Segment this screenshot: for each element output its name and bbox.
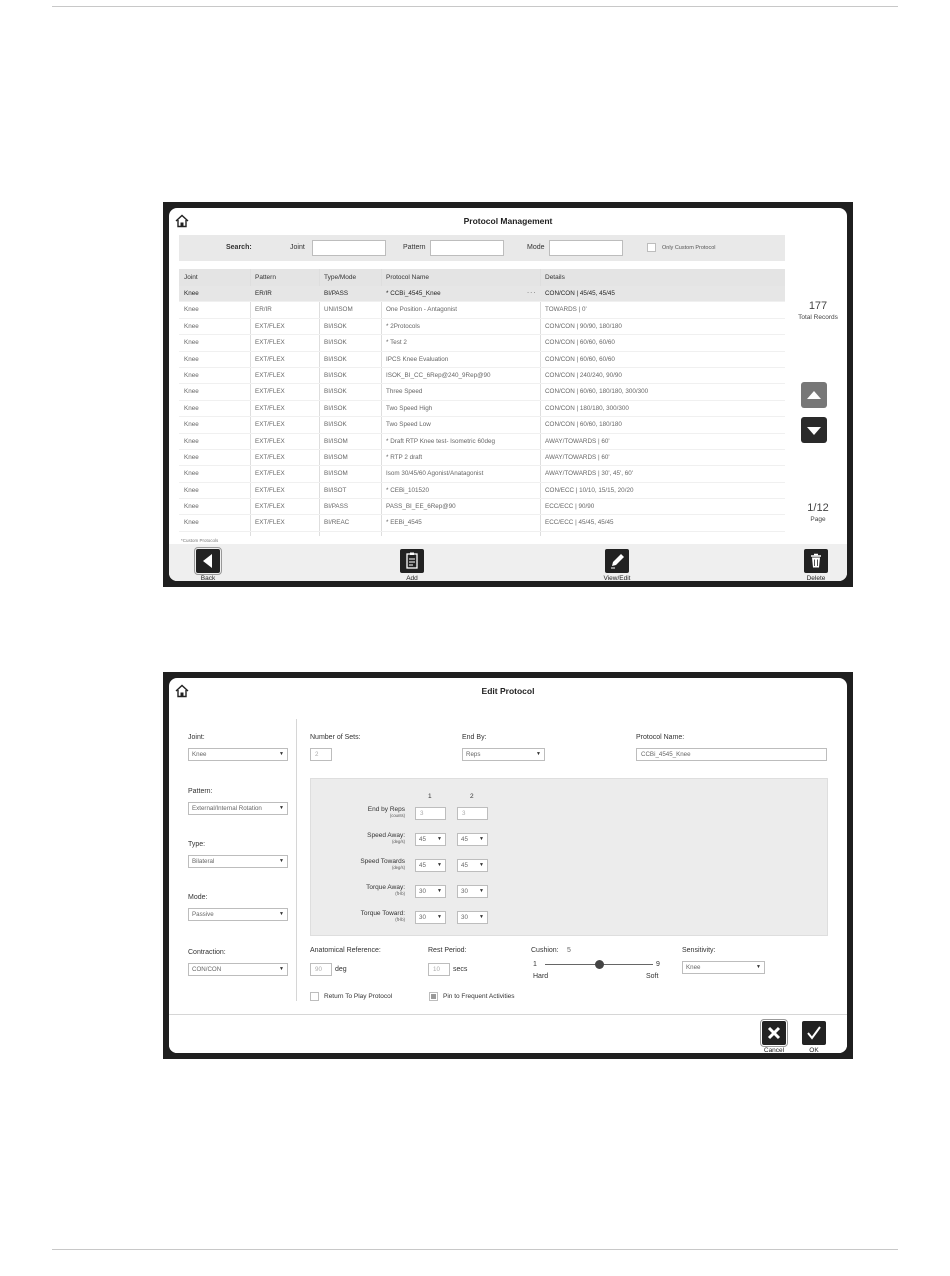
cell-details: CON/CON | 45/45, 45/45 xyxy=(545,290,615,297)
table-row[interactable] xyxy=(179,417,785,433)
cushion-label: Cushion: xyxy=(531,947,559,954)
cell-joint: Knee xyxy=(184,503,199,511)
bottom-toolbar xyxy=(169,1014,847,1053)
torque-toward-set2-value: 30 xyxy=(461,914,468,921)
table-row[interactable] xyxy=(179,335,785,351)
cell-details: ECC/ECC | 45/45, 45/45 xyxy=(545,519,614,527)
page-title: Edit Protocol xyxy=(481,686,535,696)
sensitivity-select[interactable] xyxy=(682,961,765,974)
torque-away-text: Torque Away: xyxy=(366,884,405,891)
cushion-min-label: Hard xyxy=(533,973,549,980)
table-row[interactable] xyxy=(179,384,785,400)
cell-details: CON/CON | 60/60, 60/60 xyxy=(545,339,615,347)
speed-away-set2-select[interactable] xyxy=(457,833,488,846)
sets-input[interactable]: 2 xyxy=(310,748,332,761)
cell-type-mode: BI/ISOK xyxy=(324,388,347,396)
only-custom-label: Only Custom Protocol xyxy=(662,245,716,251)
cell-type-mode: BI/ISOK xyxy=(324,371,347,379)
only-custom-checkbox[interactable] xyxy=(647,243,656,252)
cell-type-mode: BI/PASS xyxy=(324,503,349,511)
cell-details: AWAY/TOWARDS | 60' xyxy=(545,437,610,445)
cell-pattern: EXT/FLEX xyxy=(255,453,285,461)
type-label: Type: xyxy=(188,841,206,848)
cell-protocol-name: Two Speed High xyxy=(386,404,433,412)
total-records-label: Total Records xyxy=(798,314,838,321)
cell-type-mode: BI/ISOM xyxy=(324,453,348,461)
torque-away-unit: (ft-lb) xyxy=(395,891,405,896)
cell-joint: Knee xyxy=(184,453,199,461)
end-by-select[interactable] xyxy=(462,748,545,761)
caret-down-icon: ▼ xyxy=(479,862,484,868)
end-by-reps-label xyxy=(368,806,405,818)
cell-pattern: EXT/FLEX xyxy=(255,437,285,445)
joint-value: Knee xyxy=(192,751,207,758)
mode-label: Mode: xyxy=(188,894,208,901)
table-row[interactable] xyxy=(179,515,785,531)
cell-type-mode: BI/ISOT xyxy=(324,486,347,494)
joint-label: Joint: xyxy=(188,734,205,741)
cell-type-mode: BI/REAC xyxy=(324,519,350,527)
cell-joint: Knee xyxy=(184,355,199,363)
cell-joint: Knee xyxy=(184,437,199,445)
scroll-down-button[interactable] xyxy=(801,417,827,443)
speed-towards-set1-value: 45 xyxy=(419,862,426,869)
cell-pattern: ER/IR xyxy=(255,306,272,314)
cell-pattern: ER/IR xyxy=(255,290,272,297)
caret-down-icon: ▼ xyxy=(437,914,442,920)
caret-down-icon: ▼ xyxy=(437,888,442,894)
col-type-mode[interactable]: Type/Mode xyxy=(324,274,357,281)
cell-details: CON/CON | 60/60, 180/180 xyxy=(545,421,622,429)
caret-down-icon: ▼ xyxy=(479,888,484,894)
cell-type-mode: BI/ISOK xyxy=(324,355,347,363)
caret-down-icon: ▼ xyxy=(279,805,284,811)
table-row[interactable] xyxy=(179,319,785,335)
cell-pattern: EXT/FLEX xyxy=(255,322,285,330)
cell-details: CON/CON | 90/90, 180/180 xyxy=(545,322,622,330)
triangle-down-icon xyxy=(801,417,827,443)
triangle-up-icon xyxy=(801,382,827,408)
sensitivity-value: Knee xyxy=(686,964,701,971)
end-by-label: End By: xyxy=(462,734,487,741)
cancel-button[interactable] xyxy=(761,1021,787,1053)
page-label: Page xyxy=(810,516,826,523)
cell-protocol-name: Two Speed Low xyxy=(386,421,431,429)
cell-protocol-name: One Position - Antagonist xyxy=(386,306,458,314)
pattern-value: External/Internal Rotation xyxy=(192,805,262,812)
cell-joint: Knee xyxy=(184,421,199,429)
cell-pattern: EXT/FLEX xyxy=(255,355,285,363)
torque-toward-unit: (ft-lb) xyxy=(395,917,405,922)
search-bar xyxy=(179,235,785,261)
cell-type-mode: BI/ISOM xyxy=(324,470,348,478)
cell-joint: Knee xyxy=(184,519,199,527)
speed-away-set2-value: 45 xyxy=(461,836,468,843)
type-value: Bilateral xyxy=(192,858,215,865)
cell-protocol-name: ISOK_BI_CC_6Rep@240_9Rep@90 xyxy=(386,371,491,379)
col-protocol-name[interactable]: Protocol Name xyxy=(386,274,429,281)
col-joint[interactable]: Joint xyxy=(184,274,198,281)
set-2-header: 2 xyxy=(470,793,474,800)
protocol-name-input[interactable]: CCBi_4545_Knee xyxy=(636,748,827,761)
speed-away-set1-select[interactable] xyxy=(415,833,446,846)
cushion-max-label: Soft xyxy=(646,973,659,980)
cell-protocol-name: * EEBi_4545 xyxy=(386,519,422,527)
torque-away-label xyxy=(366,884,405,896)
cell-protocol-name: IPCS Knee Evaluation xyxy=(386,355,449,363)
end-by-reps-text: End by Reps xyxy=(367,806,405,813)
cell-type-mode: BI/ISOM xyxy=(324,437,348,445)
cell-joint: Knee xyxy=(184,339,199,347)
speed-towards-unit: (deg/s) xyxy=(391,865,405,870)
pattern-label: Pattern: xyxy=(188,788,213,795)
mode-select[interactable] xyxy=(188,908,288,921)
caret-down-icon: ▼ xyxy=(279,911,284,917)
type-select[interactable] xyxy=(188,855,288,868)
caret-down-icon: ▼ xyxy=(279,966,284,972)
cell-details: CON/CON | 180/180, 300/300 xyxy=(545,404,629,412)
table-header xyxy=(179,269,785,286)
edit-protocol-screen xyxy=(163,672,853,1059)
view-edit-label: View/Edit xyxy=(603,575,631,581)
cell-type-mode: BI/ISOK xyxy=(324,404,347,412)
caret-down-icon: ▼ xyxy=(536,751,541,757)
cell-type-mode: BI/ISOK xyxy=(324,339,347,347)
cell-pattern: EXT/FLEX xyxy=(255,519,285,527)
table-row[interactable] xyxy=(179,466,785,482)
table-row[interactable] xyxy=(179,286,785,302)
row-more-icon[interactable]: ··· xyxy=(527,289,537,296)
speed-away-unit: (deg/s) xyxy=(391,839,405,844)
cell-details: ECC/ECC | 90/90 xyxy=(545,503,595,511)
cushion-value: 5 xyxy=(567,947,571,954)
table-row[interactable] xyxy=(179,434,785,450)
contraction-select[interactable] xyxy=(188,963,288,976)
protocol-name-label: Protocol Name: xyxy=(636,734,685,741)
cell-pattern: EXT/FLEX xyxy=(255,404,285,412)
torque-away-set2-value: 30 xyxy=(461,888,468,895)
cell-pattern: EXT/FLEX xyxy=(255,371,285,379)
cell-pattern: EXT/FLEX xyxy=(255,503,285,511)
cell-pattern: EXT/FLEX xyxy=(255,470,285,478)
cell-pattern: EXT/FLEX xyxy=(255,339,285,347)
cell-type-mode: UNI/ISOM xyxy=(324,306,353,314)
speed-away-label xyxy=(367,832,405,844)
cushion-min: 1 xyxy=(533,961,537,968)
torque-toward-text: Torque Toward: xyxy=(360,910,405,917)
cell-joint: Knee xyxy=(184,290,199,297)
cell-protocol-name: Three Speed xyxy=(386,388,423,396)
add-label: Add xyxy=(406,575,418,581)
pattern-search-label: Pattern xyxy=(403,244,426,251)
page-indicator: 1/12 xyxy=(807,502,829,514)
cell-protocol-name: * Test 2 xyxy=(386,339,407,347)
cell-joint: Knee xyxy=(184,388,199,396)
cancel-label: Cancel xyxy=(763,1047,785,1053)
checkmark-icon xyxy=(802,1021,826,1045)
caret-down-icon: ▼ xyxy=(279,751,284,757)
torque-toward-set2-select[interactable] xyxy=(457,911,488,924)
set-1-header: 1 xyxy=(428,793,432,800)
sets-label: Number of Sets: xyxy=(310,734,361,741)
cell-protocol-name: * Draft RTP Knee test- Isometric 60deg xyxy=(386,437,495,445)
cell-joint: Knee xyxy=(184,470,199,478)
cell-protocol-name: PASS_BI_EE_6Rep@90 xyxy=(386,503,456,511)
torque-toward-label xyxy=(361,910,405,922)
cushion-slider-handle[interactable] xyxy=(595,960,604,969)
mode-search-label: Mode xyxy=(527,244,545,251)
cell-details: CON/CON | 60/60, 180/180, 300/300 xyxy=(545,388,649,396)
ok-label: OK xyxy=(809,1047,819,1053)
table-row[interactable] xyxy=(179,368,785,384)
table-row[interactable] xyxy=(179,302,785,318)
caret-down-icon: ▼ xyxy=(437,836,442,842)
cell-protocol-name: Isom 30/45/60 Agonist/Anatagonist xyxy=(386,470,484,478)
back-arrow-icon xyxy=(196,549,220,573)
ok-button[interactable] xyxy=(801,1021,827,1053)
cell-details: CON/ECC | 10/10, 15/15, 20/20 xyxy=(545,486,634,494)
cell-pattern: EXT/FLEX xyxy=(255,388,285,396)
set-parameters-panel xyxy=(310,778,828,936)
caret-down-icon: ▼ xyxy=(479,914,484,920)
cell-details: AWAY/TOWARDS | 30', 45', 60' xyxy=(545,470,633,478)
pattern-search-input[interactable] xyxy=(430,240,504,256)
table-row[interactable] xyxy=(179,483,785,499)
cell-type-mode: BI/PASS xyxy=(324,290,349,297)
cell-joint: Knee xyxy=(184,371,199,379)
table-body xyxy=(179,286,785,532)
cell-joint: Knee xyxy=(184,404,199,412)
joint-search-label: Joint xyxy=(290,244,305,251)
protocol-management-screen xyxy=(163,202,853,587)
speed-away-text: Speed Away: xyxy=(367,832,405,839)
cell-type-mode: BI/ISOK xyxy=(324,322,347,330)
cell-protocol-name: * CEBi_101520 xyxy=(386,486,430,494)
cell-joint: Knee xyxy=(184,322,199,330)
torque-away-set1-value: 30 xyxy=(419,888,426,895)
end-by-reps-unit: (counts) xyxy=(389,813,405,818)
pin-frequent-checkbox[interactable] xyxy=(429,992,438,1001)
bottom-toolbar xyxy=(169,544,847,581)
speed-towards-set1-select[interactable] xyxy=(415,859,446,872)
cell-joint: Knee xyxy=(184,306,199,314)
close-icon xyxy=(762,1021,786,1045)
return-to-play-checkbox[interactable] xyxy=(310,992,319,1001)
anatomical-reference-label: Anatomical Reference: xyxy=(310,947,381,954)
speed-towards-text: Speed Towards xyxy=(360,858,405,865)
table-row[interactable] xyxy=(179,352,785,368)
cell-protocol-name: * RTP 2 draft xyxy=(386,453,423,461)
torque-away-set1-select[interactable] xyxy=(415,885,446,898)
scroll-up-button[interactable] xyxy=(801,382,827,408)
torque-toward-set1-value: 30 xyxy=(419,914,426,921)
table-row[interactable] xyxy=(179,499,785,515)
torque-away-set2-select[interactable] xyxy=(457,885,488,898)
pin-frequent-label: Pin to Frequent Activities xyxy=(443,993,515,1000)
contraction-value: CON/CON xyxy=(192,966,222,973)
rest-period-input[interactable]: 10 xyxy=(428,963,450,976)
cell-details: CON/CON | 240/240, 90/90 xyxy=(545,371,622,379)
table-row[interactable] xyxy=(179,401,785,417)
top-rule xyxy=(52,6,898,7)
back-button[interactable] xyxy=(194,549,222,581)
end-by-reps-set2[interactable]: 3 xyxy=(457,807,488,820)
page-title: Protocol Management xyxy=(463,216,553,226)
speed-away-set1-value: 45 xyxy=(419,836,426,843)
cell-details: TOWARDS | 0' xyxy=(545,306,587,314)
back-label: Back xyxy=(200,575,216,581)
protocol-table xyxy=(179,269,785,536)
cell-protocol-name: * 2Protocols xyxy=(386,322,420,330)
clipboard-add-icon xyxy=(400,549,424,573)
pattern-select[interactable] xyxy=(188,802,288,815)
anatomical-reference-input[interactable]: 90 xyxy=(310,963,332,976)
rest-period-label: Rest Period: xyxy=(428,947,467,954)
col-details[interactable]: Details xyxy=(545,274,565,281)
cell-details: CON/CON | 60/60, 60/60 xyxy=(545,355,615,363)
speed-towards-label xyxy=(360,858,405,870)
caret-down-icon: ▼ xyxy=(279,858,284,864)
trash-icon xyxy=(804,549,828,573)
caret-down-icon: ▼ xyxy=(756,964,761,970)
cell-type-mode: BI/ISOK xyxy=(324,421,347,429)
cell-details: AWAY/TOWARDS | 60' xyxy=(545,453,610,461)
sensitivity-label: Sensitivity: xyxy=(682,947,716,954)
speed-towards-set2-value: 45 xyxy=(461,862,468,869)
cell-protocol-name: * CCBi_4545_Knee xyxy=(386,290,441,297)
contraction-label: Contraction: xyxy=(188,949,226,956)
cell-pattern: EXT/FLEX xyxy=(255,421,285,429)
cushion-max: 9 xyxy=(656,961,660,968)
edit-protocol-window xyxy=(169,678,847,1053)
cell-joint: Knee xyxy=(184,486,199,494)
caret-down-icon: ▼ xyxy=(479,836,484,842)
end-by-reps-set1[interactable]: 3 xyxy=(415,807,446,820)
end-by-value: Reps xyxy=(466,751,481,758)
delete-label: Delete xyxy=(806,575,826,581)
joint-search-input[interactable] xyxy=(312,240,386,256)
speed-towards-set2-select[interactable] xyxy=(457,859,488,872)
mode-search-input[interactable] xyxy=(549,240,623,256)
delete-button[interactable] xyxy=(802,549,830,581)
pencil-icon xyxy=(605,549,629,573)
caret-down-icon: ▼ xyxy=(437,862,442,868)
rest-period-unit: secs xyxy=(453,966,468,973)
mode-value: Passive xyxy=(192,911,214,918)
table-row[interactable] xyxy=(179,450,785,466)
add-button[interactable] xyxy=(398,549,426,581)
joint-select[interactable] xyxy=(188,748,288,761)
left-column-divider xyxy=(296,719,297,1001)
view-edit-button[interactable] xyxy=(603,549,631,581)
torque-toward-set1-select[interactable] xyxy=(415,911,446,924)
cell-pattern: EXT/FLEX xyxy=(255,486,285,494)
total-records-count: 177 xyxy=(808,300,828,312)
bottom-rule xyxy=(52,1249,898,1250)
custom-protocols-note: *Custom Protocols xyxy=(181,538,219,543)
search-label: Search: xyxy=(226,244,252,251)
col-pattern[interactable]: Pattern xyxy=(255,274,276,281)
return-to-play-label: Return To Play Protocol xyxy=(324,993,393,1000)
anatomical-reference-unit: deg xyxy=(335,966,347,973)
protocol-management-window xyxy=(169,208,847,581)
